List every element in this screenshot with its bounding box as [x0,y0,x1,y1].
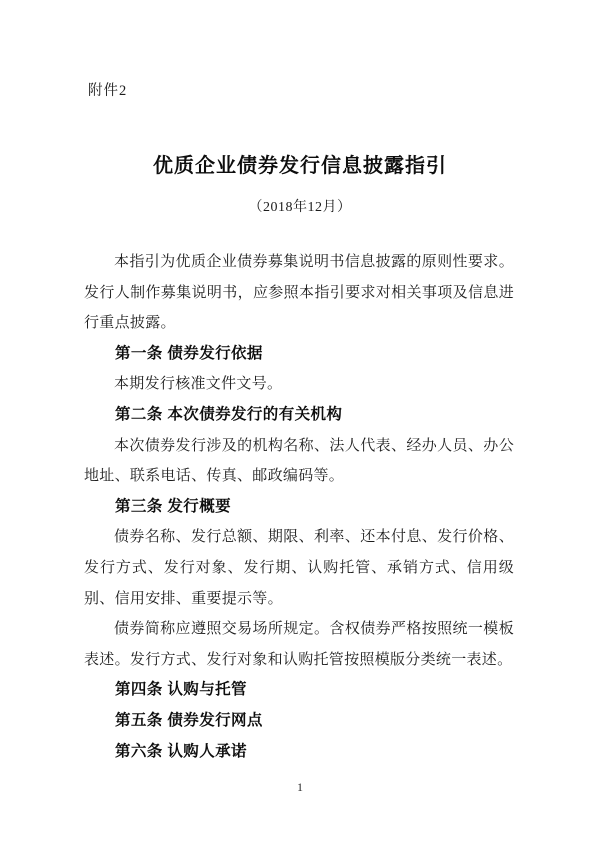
publish-date: （2018年12月） [248,200,352,215]
body-paragraph: 本次债券发行涉及的机构名称、法人代表、经办人员、办公地址、联系电话、传真、邮政编码等。 [84,437,514,485]
section-heading: 第四条 认购与托管 [115,681,247,699]
body-paragraph: 本指引为优质企业债券募集说明书信息披露的原则性要求。发行人制作募集说明书，应参照本指引要求对相关事项及信息进行重点披露。 [84,254,514,332]
document-body [84,247,514,767]
body-paragraph: 债券简称应遵照交易场所规定。含权债券严格按照统一模板表述。发行方式、发行对象和认购托管按照模版分类统一表述。 [84,621,514,668]
section-heading: 第一条 债券发行依据 [115,344,263,362]
attachment-label: 附件2 [88,83,128,99]
section-heading: 第二条 本次债券发行的有关机构 [115,405,343,423]
section-heading: 第三条 发行概要 [115,497,232,515]
body-paragraph: 本期发行核准文件文号。 [114,376,283,393]
body-paragraph: 债券名称、发行总额、期限、利率、还本付息、发行价格、发行方式、发行对象、发行期、认购托管、承销方式、信用级别、信用安排、重要提示等。 [84,529,514,607]
page-number: 1 [297,780,303,794]
section-heading: 第六条 认购人承诺 [115,742,247,760]
page-title: 优质企业债券发行信息披露指引 [153,155,447,177]
section-heading: 第五条 债券发行网点 [115,711,263,729]
